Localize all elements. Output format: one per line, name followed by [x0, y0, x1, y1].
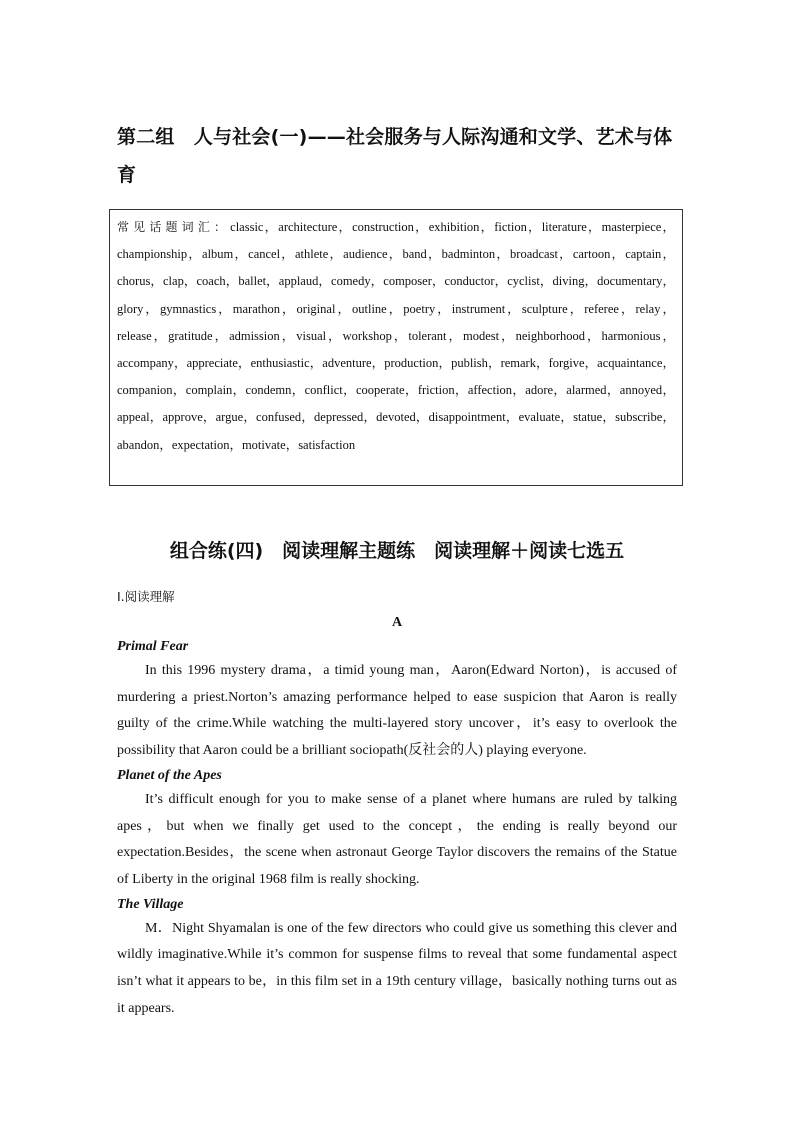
passage-a	[117, 636, 677, 1022]
part-label: Ⅰ.阅读理解	[117, 589, 175, 604]
film-description: It’s difficult enough for you to make sense of a planet where humans are ruled by talking apes，but when we finally get used to the concept，the ending is really beyond our expectation.Besides，the scene when astronaut George Taylor discovers the remains of the Statue of Liberty in the original 1968 film is really shocking.	[117, 791, 677, 887]
film-title: Primal Fear	[117, 639, 189, 654]
film-description: M．Night Shyamalan is one of the few directors who could give us something this clever and wildly imaginative.While it’s common for suspense films to reveal that some fundamental aspect isn’t what it appears to be，in this film set in a 19th century village，basically nothing turns out as it appears.	[117, 920, 677, 1016]
page-title: 第二组 人与社会(一)——社会服务与人际沟通和文学、艺术与体育	[117, 126, 673, 186]
section-heading: 组合练(四) 阅读理解主题练 阅读理解＋阅读七选五	[169, 540, 625, 562]
film-description: In this 1996 mystery drama，a timid young man，Aaron(Edward Norton)，is accused of murdering a priest.Norton’s amazing performance helped to ease suspicion that Aaron is really guilty of the crime.While watching the multi-layered story uncover，it’s easy to overlook the possibility that Aaron could be a brilliant sociopath(反社会的人) playing everyone.	[117, 663, 677, 759]
film-title: The Village	[117, 896, 184, 912]
vocabulary-words: classic，architecture，construction，exhibition，fiction，literature，masterpiece，championship，album，cancel，athlete，audience，band，badminton，broadcast，cartoon，captain，chorus，clap，coach，ballet，applaud，comedy，composer，conductor，cyclist，diving，documentary，glory，gymnastics，marathon，original，outline，poetry，instrument，sculpture，referee，relay，release，gratitude，admission，visual，workshop，tolerant，modest，neighborhood，harmonious，accompany，appreciate，enthusiastic，adventure，production，publish，remark，forgive，acquaintance，companion，complain，condemn，conflict，cooperate，friction，affection，adore，alarmed，annoyed，appeal，approve，argue，confused，depressed，devoted，disappointment，evaluate，statue，subscribe，abandon，expectation，motivate，satisfaction	[117, 220, 675, 452]
vocabulary-box	[109, 209, 683, 486]
vocabulary-label: 常见话题词汇：	[117, 220, 231, 234]
film-title: Planet of the Apes	[117, 767, 222, 783]
passage-letter: A	[391, 615, 403, 630]
